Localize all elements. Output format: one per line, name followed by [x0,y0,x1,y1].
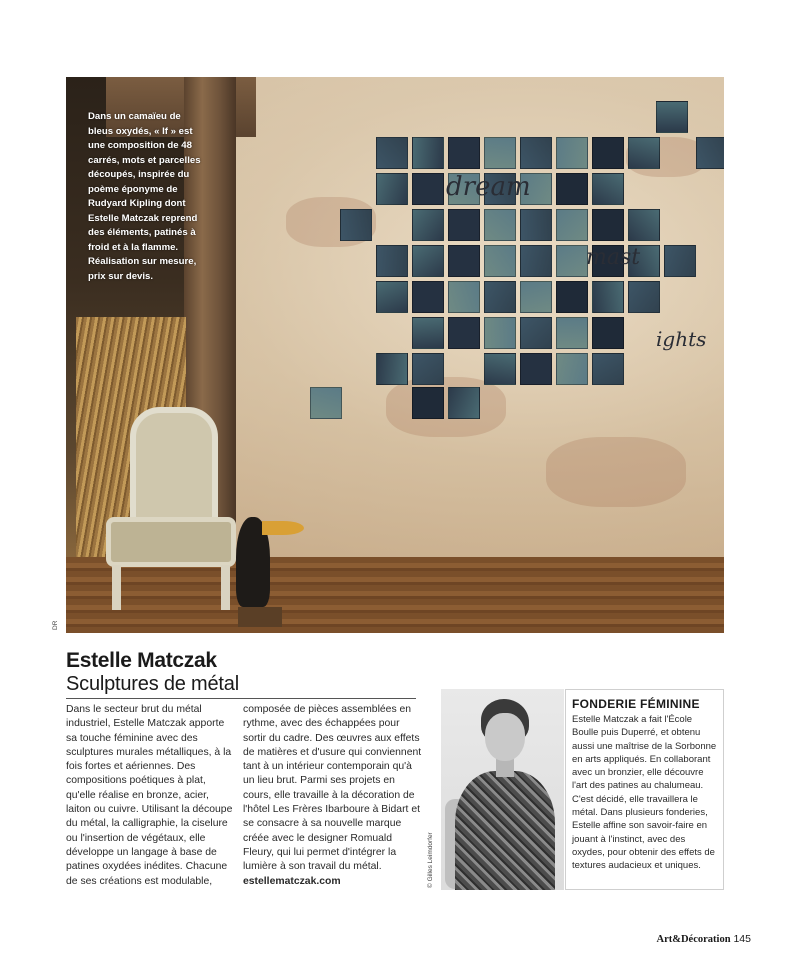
metal-tile [556,137,588,169]
metal-tile [592,281,624,313]
metal-tile [376,353,408,385]
metal-tile [412,173,444,205]
metal-tile [696,137,724,169]
metal-tile [412,317,444,349]
metal-tile [448,245,480,277]
metal-tile [484,317,516,349]
article-column-2 [243,703,423,889]
title-divider [66,698,416,699]
metal-tile [448,387,480,419]
metal-tile [310,387,342,419]
hero-photo [66,77,724,633]
metal-tile [376,137,408,169]
metal-tile [412,137,444,169]
metal-tile [484,209,516,241]
toucan-beak [262,521,304,535]
metal-tile [592,173,624,205]
metal-tile [520,209,552,241]
metal-tile [484,353,516,385]
sidebar-box [565,689,724,890]
website-link[interactable]: estellematczak.com [243,875,341,887]
metal-tile [592,209,624,241]
artwork-word: mast [586,245,641,270]
metal-tile [592,137,624,169]
metal-tile [592,353,624,385]
article-subtitle: Sculptures de métal [66,673,239,695]
magazine-name: Art&Décoration [656,934,731,945]
metal-tile [556,353,588,385]
artist-name: Estelle Matczak [66,649,217,672]
metal-tile [520,353,552,385]
metal-tile [556,209,588,241]
artwork-word: dream [446,172,531,202]
page-footer [656,933,751,945]
metal-tile [556,245,588,277]
metal-tile [448,281,480,313]
metal-tile [484,281,516,313]
metal-tile [448,317,480,349]
metal-tile [628,281,660,313]
metal-tile [340,209,372,241]
metal-tile [376,245,408,277]
artwork-word: ights [656,327,707,351]
metal-tile [520,245,552,277]
metal-tile [412,281,444,313]
photo-caption: Dans un camaïeu de bleus oxydés, « If » est une composition de 48 carrés, mots et parcelles découpés, inspirée du poème éponyme de Rudyard Kipling dont Estelle Matczak reprend des éléments, patinés à froid et à la flamme. Réalisation sur mesure, prix sur devis. [88,111,201,282]
metal-tile [412,245,444,277]
metal-tile [412,387,444,419]
article-column-2-text: composée de pièces assemblées en rythme, avec des échappées pour sortir du cadre. Des œuvres aux effets de matières et d'usure qui conviennent tant à un intérieur contemporain qu'à un lieu brut. Parmi ses projets en cours, elle travaille à la décoration de l'hôtel Les Frères Ibarboure à Bidart et se consacre à sa nouvelle marque créée avec le designer Romuald Fleury, qui lui permet d'intégrer la lumière à son travail du métal. [243,704,422,873]
page-number: 145 [733,933,751,945]
sidebar-text: Estelle Matczak a fait l'École Boulle puis Duperré, et obtenu aussi une maîtrise de la Sorbonne en arts appliqués. En collaborant avec un bronzier, elle découvre l'art des patines au chalumeau. C'est décidé, elle travaillera le métal. Dans plusieurs fonderies, Estelle affine son savoir-faire en jouant à l'instinct, avec des oxydes, pour obtenir des effets de textures audacieux et uniques. [572,714,717,872]
metal-tile [448,137,480,169]
bird-stand [238,607,282,627]
sidebar-title: FONDERIE FÉMININE [572,697,700,711]
metal-tile [412,209,444,241]
portrait-face [485,713,525,761]
article-column-1: Dans le secteur brut du métal industriel, Estelle Matczak apporte sa touche féminine avec des sculptures murales métalliques, à la fois fortes et aériennes. Des compositions poétiques à plat, qu'elle réalise en bronze, acier, laiton ou cuivre. Utilisant la découpe du métal, la calligraphie, la ciselure ou l'insertion de végétaux, elle développe un langage à base de patines oxydées inédites. Chacune de ses créations est modulable, [66,704,233,887]
metal-tile [628,137,660,169]
metal-tile [592,317,624,349]
metal-tile [520,137,552,169]
metal-tile [556,281,588,313]
photo-credit: DR [52,620,59,630]
metal-tile [484,137,516,169]
metal-tile [448,209,480,241]
metal-tile [656,101,688,133]
metal-tile [376,281,408,313]
wooden-floor [66,557,724,633]
metal-tile [484,245,516,277]
armchair-leg [221,565,230,610]
metal-tile [664,245,696,277]
metal-tile [520,317,552,349]
portrait-dress [455,771,555,890]
metal-tile [412,353,444,385]
metal-tile [556,317,588,349]
armchair-seat [106,517,236,567]
artist-portrait [441,689,564,890]
metal-tile [376,173,408,205]
portrait-credit: © Gilles Leimdorfer [427,832,434,888]
metal-tile [520,281,552,313]
metal-tile [556,173,588,205]
metal-tile [628,209,660,241]
armchair-leg [112,565,121,610]
